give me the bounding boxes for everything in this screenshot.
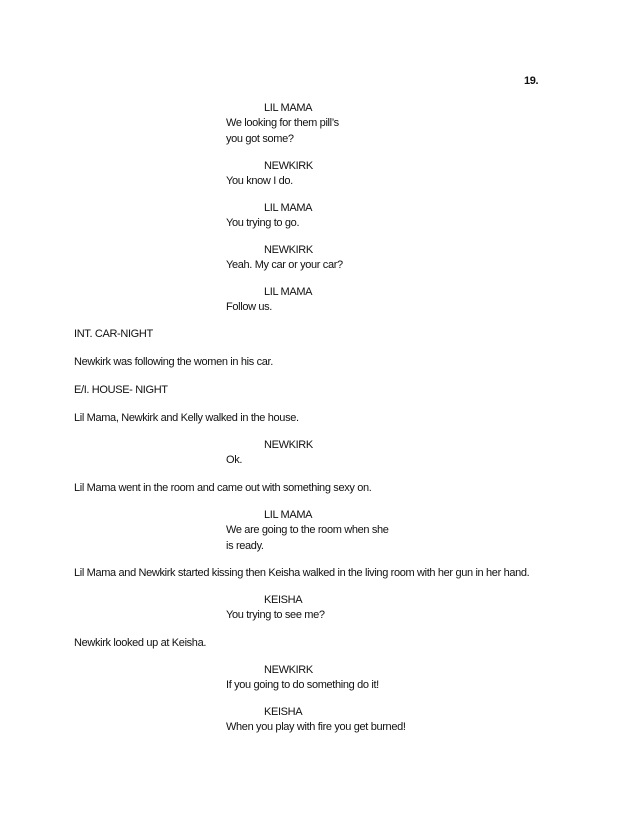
action-line: Lil Mama and Newkirk started kissing then Keisha walked in the living room with her gun in her hand. [74,567,530,579]
dialogue-line: Ok. [226,454,243,466]
scene-heading: INT. CAR-NIGHT [74,328,153,340]
character-cue: NEWKIRK [264,244,313,256]
character-cue: KEISHA [264,594,303,606]
scene-heading: E/I. HOUSE- NIGHT [74,384,168,396]
dialogue-line: When you play with fire you get burned! [226,721,406,733]
dialogue-line: Yeah. My car or your car? [226,259,343,271]
character-cue: NEWKIRK [264,160,313,172]
dialogue-line: Follow us. [226,301,273,313]
dialogue-line: You know I do. [226,175,293,187]
character-cue: LIL MAMA [264,202,313,214]
character-cue: LIL MAMA [264,286,313,298]
dialogue-line: You trying to go. [226,217,300,229]
dialogue-line: We are going to the room when she [226,524,389,536]
character-cue: NEWKIRK [264,664,313,676]
dialogue-line: We looking for them pill’s [226,117,339,129]
character-cue: KEISHA [264,706,303,718]
action-line: Lil Mama went in the room and came out with something sexy on. [74,482,372,494]
page-number: 19. [524,75,539,87]
character-cue: LIL MAMA [264,509,313,521]
character-cue: NEWKIRK [264,439,313,451]
dialogue-line: If you going to do something do it! [226,679,379,691]
dialogue-line: is ready. [226,540,264,552]
dialogue-line: you got some? [226,133,294,145]
action-line: Newkirk was following the women in his car. [74,356,273,368]
character-cue: LIL MAMA [264,102,313,114]
action-line: Newkirk looked up at Keisha. [74,637,207,649]
dialogue-line: You trying to see me? [226,609,325,621]
action-line: Lil Mama, Newkirk and Kelly walked in the house. [74,412,299,424]
